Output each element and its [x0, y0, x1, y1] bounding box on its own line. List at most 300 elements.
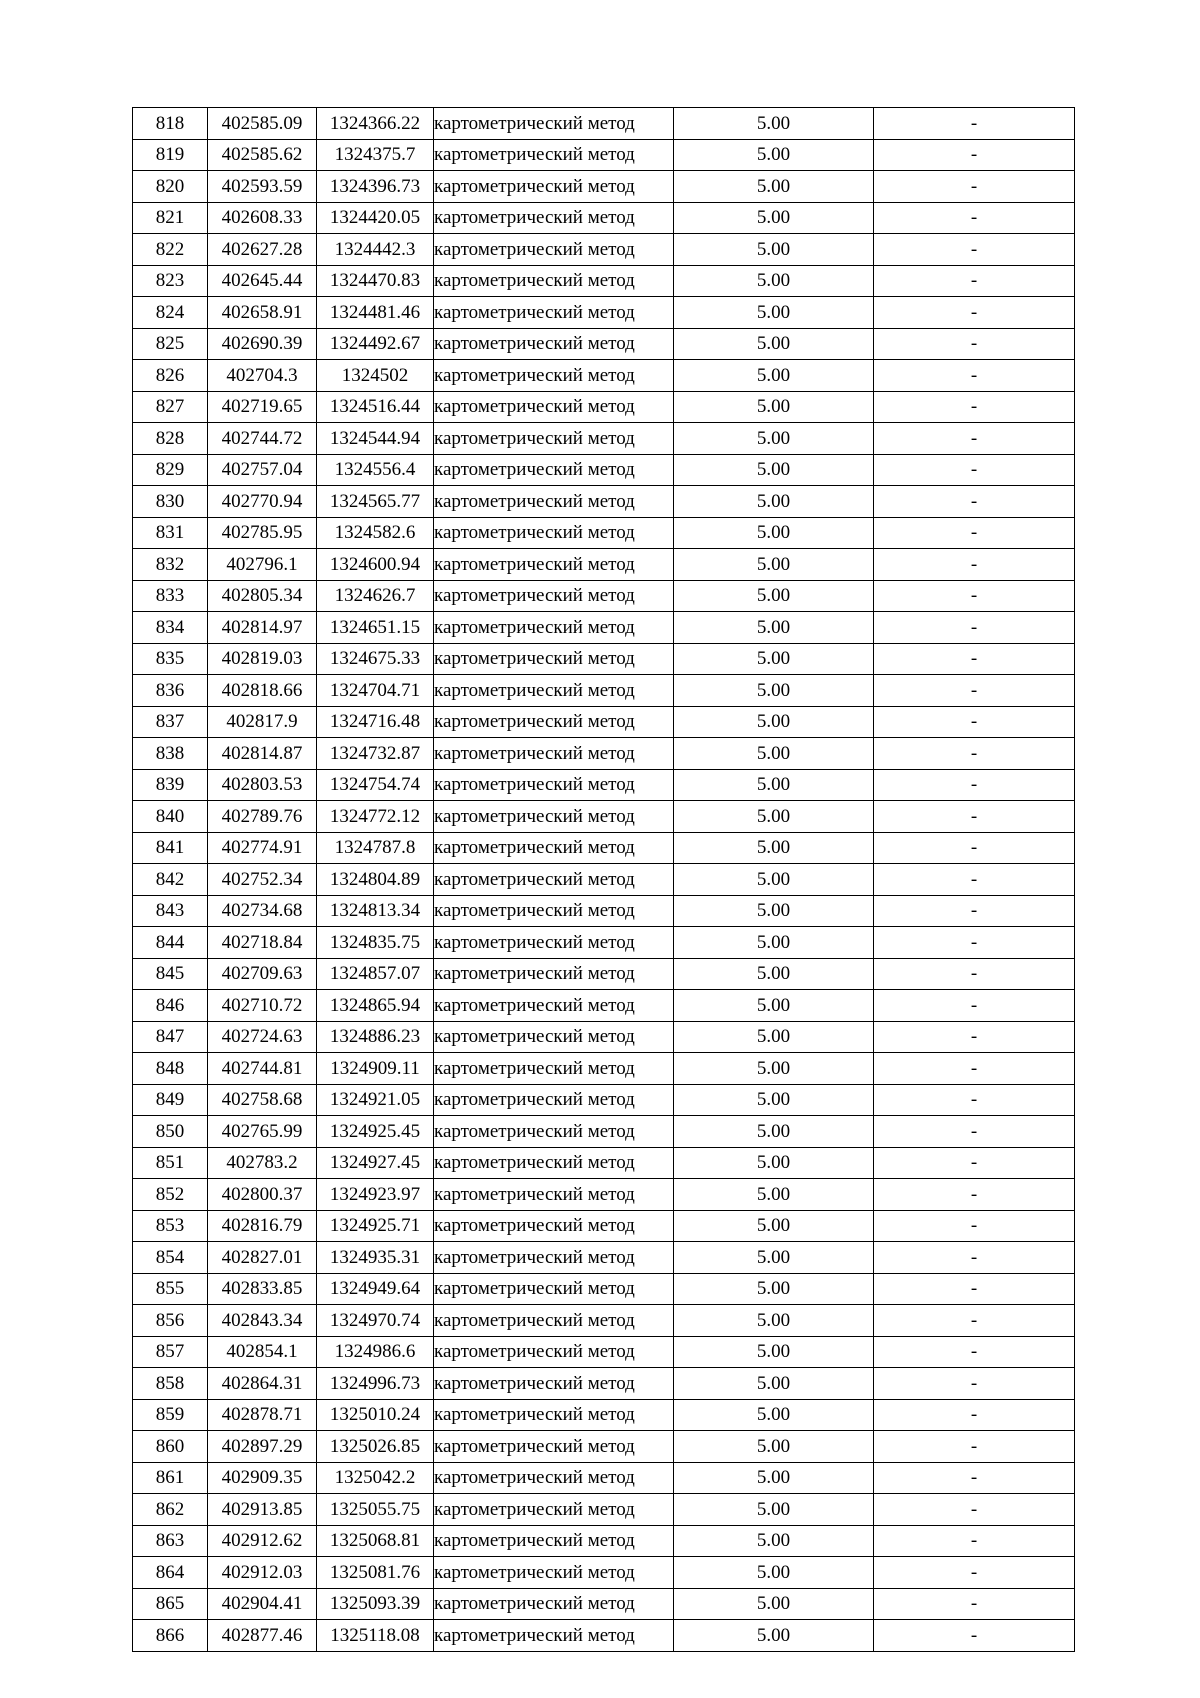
table-row: [133, 769, 1075, 801]
y-coordinate: 1324600.94: [317, 549, 434, 581]
y-coordinate: 1324396.73: [317, 171, 434, 203]
dash-cell: -: [874, 549, 1075, 581]
x-coordinate: 402658.91: [208, 297, 317, 329]
method-cell: картометрический метод: [434, 832, 674, 864]
accuracy-cell: 5.00: [674, 1368, 874, 1400]
x-coordinate: 402904.41: [208, 1588, 317, 1620]
dash-cell: -: [874, 1179, 1075, 1211]
accuracy-cell: 5.00: [674, 297, 874, 329]
point-number: 852: [133, 1179, 208, 1211]
accuracy-cell: 5.00: [674, 612, 874, 644]
accuracy-cell: 5.00: [674, 1116, 874, 1148]
dash-cell: -: [874, 108, 1075, 140]
y-coordinate: 1324857.07: [317, 958, 434, 990]
method-cell: картометрический метод: [434, 486, 674, 518]
table-row: [133, 612, 1075, 644]
dash-cell: -: [874, 265, 1075, 297]
dash-cell: -: [874, 1116, 1075, 1148]
point-number: 819: [133, 139, 208, 171]
method-cell: картометрический метод: [434, 612, 674, 644]
y-coordinate: 1324886.23: [317, 1021, 434, 1053]
table-row: [133, 738, 1075, 770]
table-row: [133, 1620, 1075, 1652]
point-number: 845: [133, 958, 208, 990]
point-number: 866: [133, 1620, 208, 1652]
accuracy-cell: 5.00: [674, 801, 874, 833]
table-row: [133, 1588, 1075, 1620]
accuracy-cell: 5.00: [674, 769, 874, 801]
dash-cell: -: [874, 234, 1075, 266]
dash-cell: -: [874, 486, 1075, 518]
point-number: 835: [133, 643, 208, 675]
method-cell: картометрический метод: [434, 706, 674, 738]
x-coordinate: 402709.63: [208, 958, 317, 990]
table-row: [133, 454, 1075, 486]
method-cell: картометрический метод: [434, 1399, 674, 1431]
table-row: [133, 1462, 1075, 1494]
method-cell: картометрический метод: [434, 738, 674, 770]
y-coordinate: 1324921.05: [317, 1084, 434, 1116]
table-row: [133, 360, 1075, 392]
y-coordinate: 1324996.73: [317, 1368, 434, 1400]
accuracy-cell: 5.00: [674, 1147, 874, 1179]
x-coordinate: 402757.04: [208, 454, 317, 486]
accuracy-cell: 5.00: [674, 864, 874, 896]
x-coordinate: 402718.84: [208, 927, 317, 959]
dash-cell: -: [874, 643, 1075, 675]
method-cell: картометрический метод: [434, 139, 674, 171]
method-cell: картометрический метод: [434, 1588, 674, 1620]
y-coordinate: 1324420.05: [317, 202, 434, 234]
method-cell: картометрический метод: [434, 580, 674, 612]
dash-cell: -: [874, 832, 1075, 864]
x-coordinate: 402724.63: [208, 1021, 317, 1053]
point-number: 836: [133, 675, 208, 707]
y-coordinate: 1324651.15: [317, 612, 434, 644]
x-coordinate: 402827.01: [208, 1242, 317, 1274]
x-coordinate: 402593.59: [208, 171, 317, 203]
accuracy-cell: 5.00: [674, 108, 874, 140]
point-number: 826: [133, 360, 208, 392]
accuracy-cell: 5.00: [674, 738, 874, 770]
method-cell: картометрический метод: [434, 1431, 674, 1463]
method-cell: картометрический метод: [434, 1305, 674, 1337]
coordinates-table: [132, 107, 1075, 1652]
x-coordinate: 402690.39: [208, 328, 317, 360]
x-coordinate: 402627.28: [208, 234, 317, 266]
point-number: 833: [133, 580, 208, 612]
y-coordinate: 1325042.2: [317, 1462, 434, 1494]
table-row: [133, 297, 1075, 329]
point-number: 862: [133, 1494, 208, 1526]
x-coordinate: 402758.68: [208, 1084, 317, 1116]
accuracy-cell: 5.00: [674, 423, 874, 455]
dash-cell: -: [874, 1588, 1075, 1620]
accuracy-cell: 5.00: [674, 1557, 874, 1589]
table-row: [133, 391, 1075, 423]
point-number: 863: [133, 1525, 208, 1557]
x-coordinate: 402814.97: [208, 612, 317, 644]
accuracy-cell: 5.00: [674, 643, 874, 675]
table-row: [133, 1368, 1075, 1400]
dash-cell: -: [874, 360, 1075, 392]
dash-cell: -: [874, 1210, 1075, 1242]
x-coordinate: 402843.34: [208, 1305, 317, 1337]
x-coordinate: 402704.3: [208, 360, 317, 392]
x-coordinate: 402912.62: [208, 1525, 317, 1557]
point-number: 859: [133, 1399, 208, 1431]
method-cell: картометрический метод: [434, 1620, 674, 1652]
y-coordinate: 1324716.48: [317, 706, 434, 738]
y-coordinate: 1324754.74: [317, 769, 434, 801]
method-cell: картометрический метод: [434, 423, 674, 455]
accuracy-cell: 5.00: [674, 1273, 874, 1305]
y-coordinate: 1324787.8: [317, 832, 434, 864]
y-coordinate: 1324925.45: [317, 1116, 434, 1148]
method-cell: картометрический метод: [434, 1462, 674, 1494]
method-cell: картометрический метод: [434, 864, 674, 896]
method-cell: картометрический метод: [434, 171, 674, 203]
table-row: [133, 1494, 1075, 1526]
method-cell: картометрический метод: [434, 675, 674, 707]
table-row: [133, 675, 1075, 707]
accuracy-cell: 5.00: [674, 1399, 874, 1431]
point-number: 827: [133, 391, 208, 423]
method-cell: картометрический метод: [434, 1053, 674, 1085]
y-coordinate: 1325081.76: [317, 1557, 434, 1589]
dash-cell: -: [874, 801, 1075, 833]
method-cell: картометрический метод: [434, 958, 674, 990]
y-coordinate: 1324675.33: [317, 643, 434, 675]
table-row: [133, 486, 1075, 518]
y-coordinate: 1324481.46: [317, 297, 434, 329]
dash-cell: -: [874, 423, 1075, 455]
y-coordinate: 1324835.75: [317, 927, 434, 959]
x-coordinate: 402878.71: [208, 1399, 317, 1431]
dash-cell: -: [874, 1053, 1075, 1085]
method-cell: картометрический метод: [434, 1179, 674, 1211]
dash-cell: -: [874, 171, 1075, 203]
point-number: 850: [133, 1116, 208, 1148]
accuracy-cell: 5.00: [674, 360, 874, 392]
method-cell: картометрический метод: [434, 1368, 674, 1400]
point-number: 860: [133, 1431, 208, 1463]
table-row: [133, 139, 1075, 171]
y-coordinate: 1324516.44: [317, 391, 434, 423]
x-coordinate: 402785.95: [208, 517, 317, 549]
accuracy-cell: 5.00: [674, 1620, 874, 1652]
dash-cell: -: [874, 864, 1075, 896]
table-row: [133, 234, 1075, 266]
accuracy-cell: 5.00: [674, 958, 874, 990]
table-row: [133, 832, 1075, 864]
method-cell: картометрический метод: [434, 234, 674, 266]
dash-cell: -: [874, 738, 1075, 770]
accuracy-cell: 5.00: [674, 328, 874, 360]
table-row: [133, 706, 1075, 738]
y-coordinate: 1324544.94: [317, 423, 434, 455]
y-coordinate: 1324986.6: [317, 1336, 434, 1368]
dash-cell: -: [874, 990, 1075, 1022]
dash-cell: -: [874, 328, 1075, 360]
table-row: [133, 202, 1075, 234]
dash-cell: -: [874, 139, 1075, 171]
dash-cell: -: [874, 1462, 1075, 1494]
table-row: [133, 328, 1075, 360]
point-number: 857: [133, 1336, 208, 1368]
x-coordinate: 402854.1: [208, 1336, 317, 1368]
dash-cell: -: [874, 1021, 1075, 1053]
table-row: [133, 1399, 1075, 1431]
dash-cell: -: [874, 297, 1075, 329]
method-cell: картометрический метод: [434, 643, 674, 675]
dash-cell: -: [874, 612, 1075, 644]
dash-cell: -: [874, 958, 1075, 990]
y-coordinate: 1325068.81: [317, 1525, 434, 1557]
point-number: 837: [133, 706, 208, 738]
point-number: 830: [133, 486, 208, 518]
x-coordinate: 402744.81: [208, 1053, 317, 1085]
accuracy-cell: 5.00: [674, 171, 874, 203]
x-coordinate: 402770.94: [208, 486, 317, 518]
x-coordinate: 402585.09: [208, 108, 317, 140]
accuracy-cell: 5.00: [674, 1084, 874, 1116]
dash-cell: -: [874, 895, 1075, 927]
point-number: 847: [133, 1021, 208, 1053]
y-coordinate: 1324813.34: [317, 895, 434, 927]
y-coordinate: 1325055.75: [317, 1494, 434, 1526]
dash-cell: -: [874, 1336, 1075, 1368]
method-cell: картометрический метод: [434, 1494, 674, 1526]
accuracy-cell: 5.00: [674, 1305, 874, 1337]
y-coordinate: 1324375.7: [317, 139, 434, 171]
point-number: 842: [133, 864, 208, 896]
coordinates-table-body: [133, 108, 1075, 1652]
dash-cell: -: [874, 1431, 1075, 1463]
dash-cell: -: [874, 1368, 1075, 1400]
method-cell: картометрический метод: [434, 328, 674, 360]
y-coordinate: 1324492.67: [317, 328, 434, 360]
point-number: 848: [133, 1053, 208, 1085]
accuracy-cell: 5.00: [674, 1242, 874, 1274]
method-cell: картометрический метод: [434, 1336, 674, 1368]
y-coordinate: 1324772.12: [317, 801, 434, 833]
table-row: [133, 1431, 1075, 1463]
point-number: 854: [133, 1242, 208, 1274]
method-cell: картометрический метод: [434, 454, 674, 486]
y-coordinate: 1324970.74: [317, 1305, 434, 1337]
point-number: 864: [133, 1557, 208, 1589]
method-cell: картометрический метод: [434, 1116, 674, 1148]
point-number: 865: [133, 1588, 208, 1620]
dash-cell: -: [874, 580, 1075, 612]
method-cell: картометрический метод: [434, 360, 674, 392]
table-row: [133, 1021, 1075, 1053]
method-cell: картометрический метод: [434, 202, 674, 234]
dash-cell: -: [874, 706, 1075, 738]
method-cell: картометрический метод: [434, 927, 674, 959]
method-cell: картометрический метод: [434, 549, 674, 581]
x-coordinate: 402789.76: [208, 801, 317, 833]
table-row: [133, 1525, 1075, 1557]
y-coordinate: 1324925.71: [317, 1210, 434, 1242]
y-coordinate: 1325118.08: [317, 1620, 434, 1652]
y-coordinate: 1324626.7: [317, 580, 434, 612]
accuracy-cell: 5.00: [674, 486, 874, 518]
accuracy-cell: 5.00: [674, 990, 874, 1022]
y-coordinate: 1324502: [317, 360, 434, 392]
dash-cell: -: [874, 1273, 1075, 1305]
x-coordinate: 402864.31: [208, 1368, 317, 1400]
dash-cell: -: [874, 517, 1075, 549]
point-number: 838: [133, 738, 208, 770]
accuracy-cell: 5.00: [674, 1494, 874, 1526]
point-number: 849: [133, 1084, 208, 1116]
x-coordinate: 402710.72: [208, 990, 317, 1022]
point-number: 855: [133, 1273, 208, 1305]
accuracy-cell: 5.00: [674, 1053, 874, 1085]
y-coordinate: 1324582.6: [317, 517, 434, 549]
x-coordinate: 402765.99: [208, 1116, 317, 1148]
table-row: [133, 958, 1075, 990]
table-row: [133, 1084, 1075, 1116]
y-coordinate: 1324909.11: [317, 1053, 434, 1085]
accuracy-cell: 5.00: [674, 454, 874, 486]
point-number: 840: [133, 801, 208, 833]
accuracy-cell: 5.00: [674, 706, 874, 738]
x-coordinate: 402912.03: [208, 1557, 317, 1589]
dash-cell: -: [874, 1494, 1075, 1526]
method-cell: картометрический метод: [434, 1242, 674, 1274]
point-number: 820: [133, 171, 208, 203]
method-cell: картометрический метод: [434, 108, 674, 140]
table-row: [133, 1242, 1075, 1274]
x-coordinate: 402585.62: [208, 139, 317, 171]
point-number: 839: [133, 769, 208, 801]
dash-cell: -: [874, 927, 1075, 959]
y-coordinate: 1325026.85: [317, 1431, 434, 1463]
table-row: [133, 171, 1075, 203]
method-cell: картометрический метод: [434, 391, 674, 423]
x-coordinate: 402805.34: [208, 580, 317, 612]
accuracy-cell: 5.00: [674, 1021, 874, 1053]
y-coordinate: 1324923.97: [317, 1179, 434, 1211]
table-row: [133, 108, 1075, 140]
accuracy-cell: 5.00: [674, 517, 874, 549]
dash-cell: -: [874, 1557, 1075, 1589]
dash-cell: -: [874, 1399, 1075, 1431]
accuracy-cell: 5.00: [674, 927, 874, 959]
accuracy-cell: 5.00: [674, 234, 874, 266]
point-number: 844: [133, 927, 208, 959]
point-number: 822: [133, 234, 208, 266]
method-cell: картометрический метод: [434, 265, 674, 297]
accuracy-cell: 5.00: [674, 1431, 874, 1463]
point-number: 858: [133, 1368, 208, 1400]
y-coordinate: 1324704.71: [317, 675, 434, 707]
point-number: 818: [133, 108, 208, 140]
table-row: [133, 580, 1075, 612]
accuracy-cell: 5.00: [674, 1210, 874, 1242]
point-number: 861: [133, 1462, 208, 1494]
accuracy-cell: 5.00: [674, 675, 874, 707]
x-coordinate: 402796.1: [208, 549, 317, 581]
point-number: 851: [133, 1147, 208, 1179]
y-coordinate: 1324935.31: [317, 1242, 434, 1274]
y-coordinate: 1324865.94: [317, 990, 434, 1022]
point-number: 821: [133, 202, 208, 234]
dash-cell: -: [874, 1242, 1075, 1274]
x-coordinate: 402774.91: [208, 832, 317, 864]
y-coordinate: 1324804.89: [317, 864, 434, 896]
accuracy-cell: 5.00: [674, 139, 874, 171]
accuracy-cell: 5.00: [674, 1336, 874, 1368]
point-number: 853: [133, 1210, 208, 1242]
table-row: [133, 990, 1075, 1022]
y-coordinate: 1324470.83: [317, 265, 434, 297]
method-cell: картометрический метод: [434, 990, 674, 1022]
table-row: [133, 423, 1075, 455]
dash-cell: -: [874, 1620, 1075, 1652]
x-coordinate: 402814.87: [208, 738, 317, 770]
x-coordinate: 402752.34: [208, 864, 317, 896]
x-coordinate: 402877.46: [208, 1620, 317, 1652]
method-cell: картометрический метод: [434, 801, 674, 833]
table-row: [133, 1053, 1075, 1085]
x-coordinate: 402909.35: [208, 1462, 317, 1494]
accuracy-cell: 5.00: [674, 1525, 874, 1557]
method-cell: картометрический метод: [434, 1210, 674, 1242]
point-number: 843: [133, 895, 208, 927]
accuracy-cell: 5.00: [674, 580, 874, 612]
method-cell: картометрический метод: [434, 1021, 674, 1053]
method-cell: картометрический метод: [434, 297, 674, 329]
method-cell: картометрический метод: [434, 1147, 674, 1179]
accuracy-cell: 5.00: [674, 1588, 874, 1620]
x-coordinate: 402800.37: [208, 1179, 317, 1211]
table-row: [133, 643, 1075, 675]
table-row: [133, 1210, 1075, 1242]
x-coordinate: 402817.9: [208, 706, 317, 738]
x-coordinate: 402819.03: [208, 643, 317, 675]
y-coordinate: 1324366.22: [317, 108, 434, 140]
point-number: 825: [133, 328, 208, 360]
method-cell: картометрический метод: [434, 769, 674, 801]
method-cell: картометрический метод: [434, 1525, 674, 1557]
point-number: 829: [133, 454, 208, 486]
x-coordinate: 402897.29: [208, 1431, 317, 1463]
method-cell: картометрический метод: [434, 1273, 674, 1305]
x-coordinate: 402608.33: [208, 202, 317, 234]
table-row: [133, 1273, 1075, 1305]
accuracy-cell: 5.00: [674, 1179, 874, 1211]
accuracy-cell: 5.00: [674, 202, 874, 234]
point-number: 823: [133, 265, 208, 297]
table-row: [133, 801, 1075, 833]
x-coordinate: 402803.53: [208, 769, 317, 801]
y-coordinate: 1324442.3: [317, 234, 434, 266]
table-row: [133, 1147, 1075, 1179]
accuracy-cell: 5.00: [674, 832, 874, 864]
table-row: [133, 265, 1075, 297]
x-coordinate: 402816.79: [208, 1210, 317, 1242]
point-number: 832: [133, 549, 208, 581]
dash-cell: -: [874, 675, 1075, 707]
y-coordinate: 1324556.4: [317, 454, 434, 486]
point-number: 834: [133, 612, 208, 644]
x-coordinate: 402783.2: [208, 1147, 317, 1179]
table-row: [133, 517, 1075, 549]
